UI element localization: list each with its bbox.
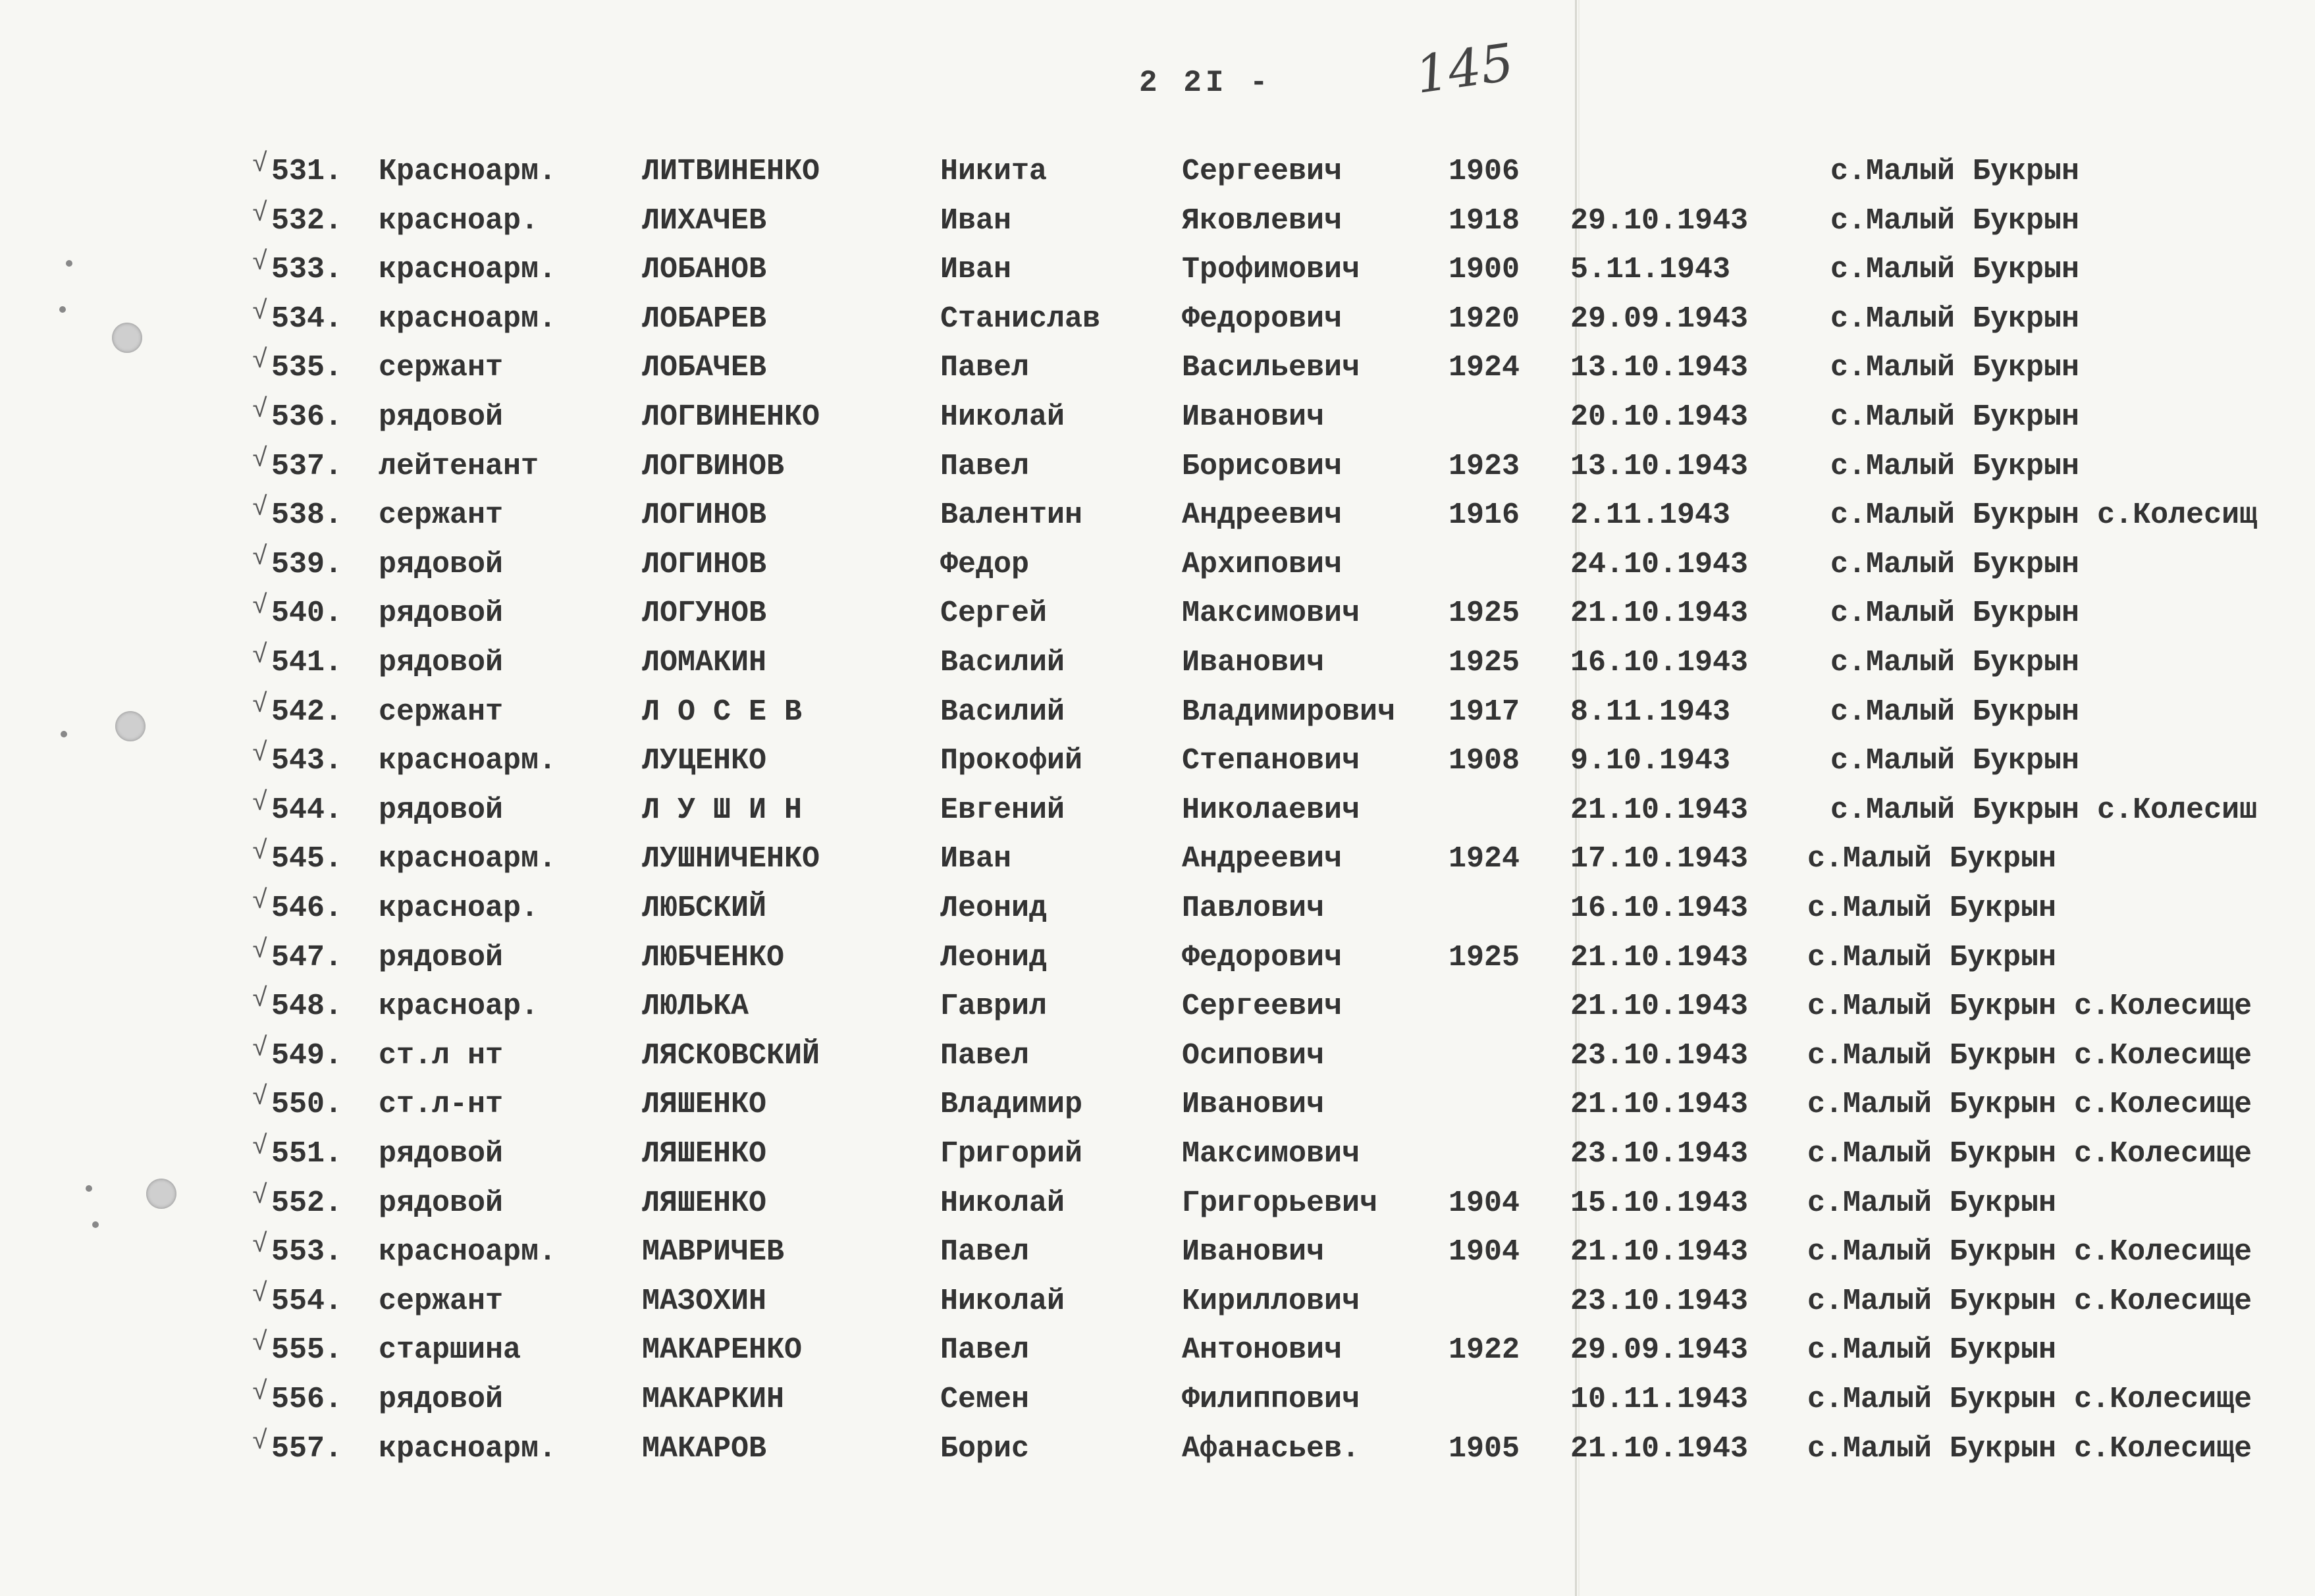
burial-place: с.Малый Букрын <box>1830 302 2080 336</box>
rank: сержант <box>379 695 504 729</box>
death-date: 29.09.1943 <box>1570 302 1749 336</box>
surname: ЛЮЛЬКА <box>642 990 749 1024</box>
first-name: Борис <box>940 1431 1030 1466</box>
rank: красноар. <box>379 990 539 1024</box>
rank: красноарм. <box>379 253 557 287</box>
death-date: 21.10.1943 <box>1570 793 1749 827</box>
surname: ЛОГВИНЕНКО <box>642 400 820 434</box>
death-date: 13.10.1943 <box>1570 351 1749 385</box>
list-row <box>0 394 2315 441</box>
patronymic: Максимович <box>1182 597 1360 631</box>
first-name: Валентин <box>940 498 1083 533</box>
first-name: Василий <box>940 646 1065 679</box>
surname: ЛИТВИНЕНКО <box>642 155 820 188</box>
death-date: 16.10.1943 <box>1570 891 1749 925</box>
first-name: Николай <box>940 400 1065 434</box>
list-row <box>0 246 2315 294</box>
first-name: Павел <box>940 1038 1030 1073</box>
surname: ЛОБАРЕВ <box>642 302 767 336</box>
death-date: 23.10.1943 <box>1570 1038 1749 1073</box>
first-name: Григорий <box>940 1137 1083 1171</box>
check-mark: √ <box>252 248 269 279</box>
list-row <box>0 1229 2315 1276</box>
rank: красноар. <box>379 203 539 238</box>
row-number: 540. <box>271 597 343 631</box>
surname: ЛОГИНОВ <box>642 547 767 581</box>
burial-place: с.Малый Букрын с.Колесище <box>1807 1284 2252 1318</box>
death-date: 24.10.1943 <box>1570 547 1749 581</box>
patronymic: Филиппович <box>1182 1383 1360 1416</box>
death-date: 21.10.1943 <box>1570 1431 1749 1466</box>
patronymic: Иванович <box>1182 1235 1325 1269</box>
surname: ЛУШНИЧЕНКО <box>642 842 820 876</box>
birth-year: 1904 <box>1449 1186 1520 1220</box>
birth-year: 1908 <box>1449 744 1520 778</box>
first-name: Леонид <box>940 891 1048 925</box>
rank: сержант <box>379 351 504 385</box>
check-mark: √ <box>252 985 269 1015</box>
list-row <box>0 1278 2315 1325</box>
birth-year: 1905 <box>1449 1431 1520 1466</box>
first-name: Павел <box>940 1235 1030 1269</box>
surname: МАЗОХИН <box>642 1284 767 1318</box>
list-row <box>0 787 2315 834</box>
first-name: Федор <box>940 547 1030 581</box>
surname: ЛЯШЕНКО <box>642 1186 767 1220</box>
check-mark: √ <box>252 1132 269 1162</box>
check-mark: √ <box>252 1181 269 1211</box>
row-number: 553. <box>271 1235 343 1269</box>
birth-year: 1925 <box>1449 940 1520 974</box>
rank: красноарм. <box>379 842 557 876</box>
burial-place: с.Малый Букрын с.Колесище <box>1807 1038 2252 1073</box>
check-mark: √ <box>252 641 269 671</box>
death-date: 21.10.1943 <box>1570 1088 1749 1122</box>
rank: рядовой <box>379 940 504 974</box>
list-row <box>0 296 2315 343</box>
list-row <box>0 1376 2315 1423</box>
death-date: 8.11.1943 <box>1570 695 1731 729</box>
death-date: 23.10.1943 <box>1570 1137 1749 1171</box>
row-number: 551. <box>271 1137 343 1171</box>
patronymic: Степанович <box>1182 744 1360 778</box>
patronymic: Сергеевич <box>1182 990 1343 1024</box>
patronymic: Федорович <box>1182 940 1343 974</box>
rank: старшина <box>379 1333 521 1368</box>
rank: красноарм. <box>379 744 557 778</box>
first-name: Иван <box>940 253 1012 287</box>
birth-year: 1925 <box>1449 597 1520 631</box>
surname: ЛОБАНОВ <box>642 253 767 287</box>
first-name: Павел <box>940 351 1030 385</box>
death-date: 2.11.1943 <box>1570 498 1731 533</box>
burial-place: с.Малый Букрын <box>1807 842 2057 876</box>
check-mark: √ <box>252 199 269 229</box>
row-number: 539. <box>271 547 343 581</box>
rank: сержант <box>379 1284 504 1318</box>
burial-place: с.Малый Букрын <box>1807 940 2057 974</box>
patronymic: Максимович <box>1182 1137 1360 1171</box>
check-mark: √ <box>252 592 269 622</box>
check-mark: √ <box>252 346 269 377</box>
birth-year: 1924 <box>1449 842 1520 876</box>
surname: МАКАРЕНКО <box>642 1333 803 1368</box>
patronymic: Яковлевич <box>1182 203 1343 238</box>
first-name: Никита <box>940 155 1048 188</box>
check-mark: √ <box>252 494 269 524</box>
row-number: 533. <box>271 253 343 287</box>
rank: лейтенант <box>379 449 539 483</box>
list-row <box>0 934 2315 982</box>
burial-place: с.Малый Букрын <box>1830 695 2080 729</box>
check-mark: √ <box>252 739 269 770</box>
patronymic: Иванович <box>1182 1088 1325 1122</box>
check-mark: √ <box>252 1329 269 1359</box>
birth-year: 1900 <box>1449 253 1520 287</box>
row-number: 548. <box>271 990 343 1024</box>
surname: ЛИХАЧЕВ <box>642 203 767 238</box>
first-name: Гаврил <box>940 990 1048 1024</box>
death-date: 29.10.1943 <box>1570 203 1749 238</box>
surname: МАКАРОВ <box>642 1431 767 1466</box>
burial-place: с.Малый Букрын с.Колесище <box>1807 1137 2252 1171</box>
birth-year: 1923 <box>1449 449 1520 483</box>
burial-place: с.Малый Букрын <box>1807 891 2057 925</box>
row-number: 538. <box>271 498 343 533</box>
death-date: 21.10.1943 <box>1570 597 1749 631</box>
death-date: 20.10.1943 <box>1570 400 1749 434</box>
death-date: 21.10.1943 <box>1570 940 1749 974</box>
birth-year: 1924 <box>1449 351 1520 385</box>
list-row <box>0 148 2315 196</box>
surname: ЛОГИНОВ <box>642 498 767 533</box>
list-row <box>0 1081 2315 1129</box>
rank: рядовой <box>379 1137 504 1171</box>
first-name: Иван <box>940 842 1012 876</box>
row-number: 532. <box>271 203 343 238</box>
row-number: 543. <box>271 744 343 778</box>
surname: ЛОМАКИН <box>642 646 767 679</box>
check-mark: √ <box>252 396 269 425</box>
check-mark: √ <box>252 788 269 818</box>
patronymic: Сергеевич <box>1182 155 1343 188</box>
burial-place: с.Малый Букрын <box>1830 547 2080 581</box>
list-row <box>0 198 2315 245</box>
row-number: 554. <box>271 1284 343 1318</box>
burial-place: с.Малый Букрын с.Колесиш <box>1830 793 2258 827</box>
list-row <box>0 1327 2315 1374</box>
rank: рядовой <box>379 597 504 631</box>
patronymic: Антонович <box>1182 1333 1343 1368</box>
rank: рядовой <box>379 793 504 827</box>
surname: ЛЮБЧЕНКО <box>642 940 785 974</box>
rank: Красноарм. <box>379 155 557 188</box>
surname: ЛЯСКОВСКИЙ <box>642 1038 820 1073</box>
row-number: 544. <box>271 793 343 827</box>
first-name: Леонид <box>940 940 1048 974</box>
death-date: 21.10.1943 <box>1570 990 1749 1024</box>
first-name: Владимир <box>940 1088 1083 1122</box>
patronymic: Архипович <box>1182 547 1343 581</box>
first-name: Иван <box>940 203 1012 238</box>
first-name: Евгений <box>940 793 1065 827</box>
row-number: 535. <box>271 351 343 385</box>
row-number: 550. <box>271 1088 343 1122</box>
check-mark: √ <box>252 838 269 868</box>
row-number: 545. <box>271 842 343 876</box>
list-row <box>0 1032 2315 1080</box>
patronymic: Афанасьев. <box>1182 1431 1360 1466</box>
list-row <box>0 443 2315 491</box>
list-row <box>0 1130 2315 1178</box>
check-mark: √ <box>252 1378 269 1408</box>
first-name: Василий <box>940 695 1065 729</box>
rank: красноарм. <box>379 1431 557 1466</box>
rank: рядовой <box>379 1186 504 1220</box>
row-number: 534. <box>271 302 343 336</box>
check-mark: √ <box>252 543 269 573</box>
death-date: 13.10.1943 <box>1570 449 1749 483</box>
row-number: 555. <box>271 1333 343 1368</box>
death-date: 5.11.1943 <box>1570 253 1731 287</box>
burial-place: с.Малый Букрын <box>1830 646 2080 679</box>
surname: ЛОГУНОВ <box>642 597 767 631</box>
patronymic: Федорович <box>1182 302 1343 336</box>
burial-place: с.Малый Букрын с.Колесище <box>1807 1235 2252 1269</box>
row-number: 557. <box>271 1431 343 1466</box>
birth-year: 1920 <box>1449 302 1520 336</box>
surname: ЛЮБСКИЙ <box>642 891 767 925</box>
list-row <box>0 689 2315 736</box>
row-number: 546. <box>271 891 343 925</box>
list-row <box>0 737 2315 785</box>
birth-year: 1918 <box>1449 203 1520 238</box>
patronymic: Васильевич <box>1182 351 1360 385</box>
surname: МАКАРКИН <box>642 1383 785 1416</box>
page-number: 2 2I - <box>1139 66 1272 100</box>
birth-year: 1906 <box>1449 155 1520 188</box>
patronymic: Андреевич <box>1182 842 1343 876</box>
birth-year: 1922 <box>1449 1333 1520 1368</box>
list-row <box>0 590 2315 637</box>
patronymic: Григорьевич <box>1182 1186 1378 1220</box>
first-name: Прокофий <box>940 744 1083 778</box>
check-mark: √ <box>252 1083 269 1113</box>
rank: рядовой <box>379 1383 504 1416</box>
surname: ЛОГВИНОВ <box>642 449 785 483</box>
death-date: 16.10.1943 <box>1570 646 1749 679</box>
list-row <box>0 885 2315 932</box>
list-row <box>0 1180 2315 1227</box>
patronymic: Борисович <box>1182 449 1343 483</box>
row-number: 537. <box>271 449 343 483</box>
check-mark: √ <box>252 690 269 720</box>
rank: сержант <box>379 498 504 533</box>
rank: красноар. <box>379 891 539 925</box>
burial-place: с.Малый Букрын с.Колесищ <box>1830 498 2258 533</box>
rank: красноарм. <box>379 1235 557 1269</box>
burial-place: с.Малый Букрын <box>1830 253 2080 287</box>
check-mark: √ <box>252 150 269 180</box>
surname: МАВРИЧЕВ <box>642 1235 785 1269</box>
rank: рядовой <box>379 646 504 679</box>
patronymic: Павлович <box>1182 891 1325 925</box>
list-row <box>0 492 2315 539</box>
birth-year: 1916 <box>1449 498 1520 533</box>
burial-place: с.Малый Букрын <box>1807 1186 2057 1220</box>
check-mark: √ <box>252 936 269 966</box>
death-date: 9.10.1943 <box>1570 744 1731 778</box>
birth-year: 1917 <box>1449 695 1520 729</box>
list-row <box>0 836 2315 883</box>
rank: рядовой <box>379 547 504 581</box>
first-name: Станислав <box>940 302 1101 336</box>
patronymic: Осипович <box>1182 1038 1325 1073</box>
list-row <box>0 983 2315 1030</box>
first-name: Семен <box>940 1383 1030 1416</box>
patronymic: Трофимович <box>1182 253 1360 287</box>
death-date: 29.09.1943 <box>1570 1333 1749 1368</box>
death-date: 10.11.1943 <box>1570 1383 1749 1416</box>
death-date: 15.10.1943 <box>1570 1186 1749 1220</box>
row-number: 556. <box>271 1383 343 1416</box>
row-number: 547. <box>271 940 343 974</box>
burial-place: с.Малый Букрын <box>1830 351 2080 385</box>
surname: Л О С Е В <box>642 695 803 729</box>
patronymic: Иванович <box>1182 646 1325 679</box>
death-date: 23.10.1943 <box>1570 1284 1749 1318</box>
patronymic: Николаевич <box>1182 793 1360 827</box>
burial-place: с.Малый Букрын <box>1830 400 2080 434</box>
list-row <box>0 639 2315 687</box>
check-mark: √ <box>252 1034 269 1064</box>
surname: ЛУЦЕНКО <box>642 744 767 778</box>
rank: рядовой <box>379 400 504 434</box>
handwritten-archive-number: 145 <box>1412 33 1518 105</box>
patronymic: Андреевич <box>1182 498 1343 533</box>
burial-place: с.Малый Букрын <box>1807 1333 2057 1368</box>
first-name: Павел <box>940 1333 1030 1368</box>
list-row <box>0 344 2315 392</box>
rank: красноарм. <box>379 302 557 336</box>
birth-year: 1925 <box>1449 646 1520 679</box>
burial-place: с.Малый Букрын с.Колесище <box>1807 990 2252 1024</box>
rank: ст.л-нт <box>379 1088 504 1122</box>
burial-place: с.Малый Букрын с.Колесище <box>1807 1431 2252 1466</box>
first-name: Николай <box>940 1284 1065 1318</box>
first-name: Павел <box>940 449 1030 483</box>
burial-place: с.Малый Букрын <box>1830 744 2080 778</box>
row-number: 542. <box>271 695 343 729</box>
check-mark: √ <box>252 1427 269 1457</box>
row-number: 541. <box>271 646 343 679</box>
first-name: Сергей <box>940 597 1048 631</box>
row-number: 531. <box>271 155 343 188</box>
check-mark: √ <box>252 1231 269 1261</box>
list-row <box>0 541 2315 589</box>
check-mark: √ <box>252 1279 269 1310</box>
burial-place: с.Малый Букрын <box>1830 203 2080 238</box>
patronymic: Иванович <box>1182 400 1325 434</box>
patronymic: Владимирович <box>1182 695 1396 729</box>
row-number: 536. <box>271 400 343 434</box>
birth-year: 1904 <box>1449 1235 1520 1269</box>
burial-place: с.Малый Букрын <box>1830 597 2080 631</box>
check-mark: √ <box>252 297 269 327</box>
check-mark: √ <box>252 887 269 917</box>
row-number: 549. <box>271 1038 343 1073</box>
check-mark: √ <box>252 444 269 475</box>
patronymic: Кириллович <box>1182 1284 1360 1318</box>
surname: ЛЯШЕНКО <box>642 1088 767 1122</box>
burial-place: с.Малый Букрын с.Колесище <box>1807 1088 2252 1122</box>
burial-place: с.Малый Букрын <box>1830 449 2080 483</box>
death-date: 17.10.1943 <box>1570 842 1749 876</box>
surname: ЛЯШЕНКО <box>642 1137 767 1171</box>
first-name: Николай <box>940 1186 1065 1220</box>
list-row <box>0 1425 2315 1473</box>
rank: ст.л нт <box>379 1038 504 1073</box>
surname: Л У Ш И Н <box>642 793 803 827</box>
burial-place: с.Малый Букрын с.Колесище <box>1807 1383 2252 1416</box>
death-date: 21.10.1943 <box>1570 1235 1749 1269</box>
burial-place: с.Малый Букрын <box>1830 155 2080 188</box>
surname: ЛОБАЧЕВ <box>642 351 767 385</box>
row-number: 552. <box>271 1186 343 1220</box>
